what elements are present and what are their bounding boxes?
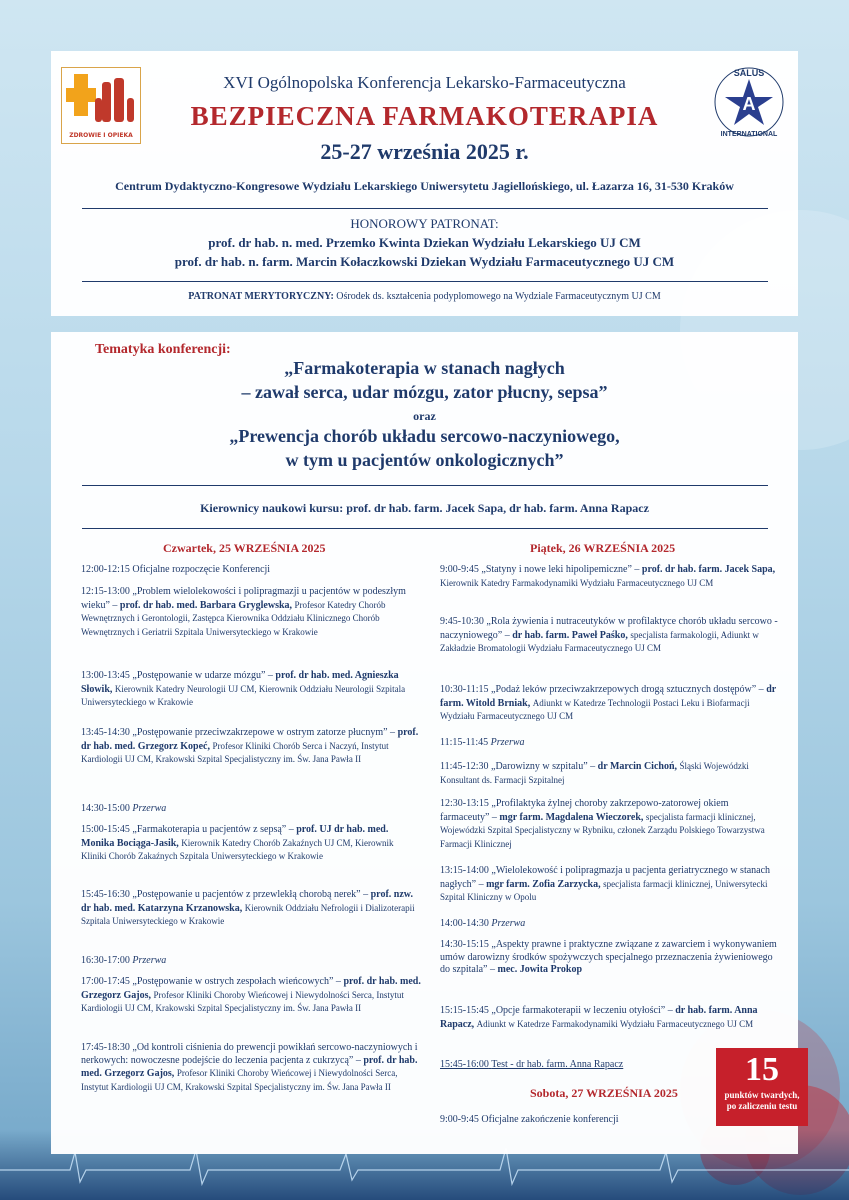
schedule-time: 15:00-15:45 bbox=[81, 824, 130, 835]
schedule-speaker: dr hab. farm. Paweł Paśko, bbox=[512, 629, 628, 641]
schedule-time: 16:30-17:00 bbox=[81, 955, 130, 966]
theme-line-3: „Prewencja chorób układu sercowo-naczyniowego, bbox=[229, 426, 620, 446]
schedule-time: 9:00-9:45 bbox=[440, 1114, 479, 1125]
schedule-affiliation: Profesor Kliniki Choroby Wieńcowej i Niewydolności Serca, Instytut Kardiologii UJ CM, Krakowski Szpital Specjalistyczny im. Św. Jana Pawła II bbox=[81, 1068, 398, 1092]
schedule-time: 12:30-13:15 bbox=[440, 798, 489, 809]
themes-conjunction: oraz bbox=[413, 409, 436, 423]
schedule-time: 15:45-16:00 bbox=[440, 1059, 489, 1070]
schedule-speaker: dr hab. farm. Anna Rapacz, bbox=[440, 1005, 758, 1030]
theme-line-2: – zawał serca, udar mózgu, zator płucny, sepsa” bbox=[241, 382, 608, 402]
schedule-speaker: prof. dr hab. med. Agnieszka Słowik, bbox=[81, 670, 399, 695]
logo-right-top: SALUS bbox=[733, 68, 765, 78]
points-number: 15 bbox=[745, 1051, 779, 1088]
divider bbox=[82, 208, 768, 209]
theme-line-1: „Farmakoterapia w stanach nagłych bbox=[284, 358, 565, 378]
schedule-time: 12:00-12:15 bbox=[81, 564, 130, 575]
schedule-affiliation: Kierownik Katedry Neurologii UJ CM, Kierownik Oddziału Neurologii Szpitala Uniwersyteckiego w Krakowie bbox=[81, 683, 406, 708]
schedule-time: 14:00-14:30 bbox=[440, 918, 489, 929]
schedule-title: Oficjalne rozpoczęcie Konferencji bbox=[132, 564, 271, 575]
schedule-speaker: prof. dr hab. med. Grzegorz Kopeć, bbox=[81, 727, 419, 752]
honorary-patron-1: prof. dr hab. n. med. Przemko Kwinta Dziekan Wydziału Lekarskiego UJ CM bbox=[208, 235, 641, 250]
merit-label: PATRONAT MERYTORYCZNY: bbox=[188, 291, 334, 302]
friday-heading: Piątek, 26 WRZEŚNIA 2025 bbox=[530, 541, 676, 555]
schedule-speaker: prof. dr hab. med. Barbara Gryglewska, bbox=[119, 599, 293, 611]
schedule-time: 17:00-17:45 bbox=[81, 976, 130, 987]
schedule-time: 11:45-12:30 bbox=[440, 761, 489, 772]
schedule-speaker: prof. nzw. dr hab. med. Katarzyna Krzanowska, bbox=[81, 889, 413, 914]
schedule-title: „Postępowanie w udarze mózgu” – bbox=[132, 670, 273, 681]
schedule-speaker: prof. dr hab. med. Grzegorz Gajos, bbox=[81, 976, 421, 1001]
schedule-time: 9:00-9:45 bbox=[440, 564, 479, 575]
conference-venue: Centrum Dydaktyczno-Kongresowe Wydziału Lekarskiego Uniwersytetu Jagiellońskiego, ul. Łazarza 16, 31-530 Kraków bbox=[115, 179, 734, 193]
schedule-title: „Aspekty prawne i praktyczne związane z zawarciem i wykonywaniem umów darowizny środków spożywczych specjalnego przeznaczenia żywieniowego do szpitala” – bbox=[440, 939, 777, 976]
schedule-speaker: dr farm. Witold Brniak, bbox=[440, 684, 777, 709]
schedule-item bbox=[81, 955, 421, 968]
conference-title: BEZPIECZNA FARMAKOTERAPIA bbox=[190, 101, 659, 131]
divider bbox=[82, 528, 768, 529]
schedule-title: „Postępowanie przeciwzakrzepowe w ostrym zatorze płucnym” – bbox=[132, 727, 396, 738]
schedule-affiliation: Kierownik Katedry Farmakodynamiki Wydziału Farmaceutycznego UJ CM bbox=[440, 577, 714, 588]
schedule-item bbox=[440, 865, 780, 905]
schedule-item bbox=[81, 889, 421, 929]
scientific-directors: Kierownicy naukowi kursu: prof. dr hab. farm. Jacek Sapa, dr hab. farm. Anna Rapacz bbox=[200, 501, 649, 515]
schedule-speaker: prof. dr hab. med. Grzegorz Gajos, bbox=[81, 1054, 418, 1080]
schedule-affiliation: Śląski Wojewódzki Konsultant ds. Farmacji Szpitalnej bbox=[440, 761, 749, 785]
schedule-time: 13:15-14:00 bbox=[440, 865, 489, 876]
honorary-patron-2: prof. dr hab. n. farm. Marcin Kołaczkowski Dziekan Wydziału Farmaceutycznego UJ CM bbox=[174, 254, 675, 269]
schedule-time: 14:30-15:15 bbox=[440, 939, 489, 950]
merit-text: Ośrodek ds. kształcenia podyplomowego na Wydziale Farmaceutycznym UJ CM bbox=[336, 291, 661, 302]
svg-text:A: A bbox=[742, 94, 756, 114]
schedule-affiliation: Adiunkt w Katedrze Farmakodynamiki Wydziału Farmaceutycznego UJ CM bbox=[476, 1018, 754, 1029]
schedule-time: 13:00-13:45 bbox=[81, 670, 130, 681]
schedule-title: „Rola żywienia i nutraceutyków w profilaktyce chorób układu sercowo - naczyniowego” – bbox=[440, 616, 778, 641]
schedule-item bbox=[440, 684, 780, 724]
logo-left-caption: ZDROWIE I OPIEKA bbox=[69, 132, 133, 139]
themes-label: Tematyka konferencji: bbox=[95, 342, 231, 357]
schedule-speaker: mgr farm. Zofia Zarzycka, bbox=[486, 878, 601, 890]
schedule-item bbox=[81, 824, 421, 864]
schedule-affiliation: specjalista farmacji klinicznej, Wojewódzki Szpital Specjalistyczny w Rybniku, członek Zarządu Polskiego Towarzystwa Farmacji Klinicznej bbox=[440, 811, 765, 849]
points-badge bbox=[716, 1048, 808, 1126]
schedule-title: „Postępowanie w ostrych zespołach wieńcowych” – bbox=[132, 976, 341, 987]
schedule-title: Przerwa bbox=[491, 918, 526, 929]
schedule-time: 13:45-14:30 bbox=[81, 727, 130, 738]
conference-dates: 25-27 września 2025 r. bbox=[320, 139, 529, 164]
header-panel bbox=[51, 51, 798, 316]
schedule-title: „Problem wielolekowości i polipragmazji u pacjentów w podeszłym wieku” – bbox=[81, 586, 406, 611]
conference-name: XVI Ogólnopolska Konferencja Lekarsko-Farmaceutyczna bbox=[223, 73, 626, 92]
schedule-speaker: prof. dr hab. farm. Jacek Sapa, bbox=[641, 564, 776, 575]
schedule-item bbox=[440, 918, 780, 931]
thursday-heading: Czwartek, 25 WRZEŚNIA 2025 bbox=[163, 541, 326, 555]
schedule-speaker: mec. Jowita Prokop bbox=[497, 964, 583, 976]
schedule-title: Przerwa bbox=[132, 803, 167, 814]
schedule-item bbox=[81, 803, 421, 816]
schedule-affiliation: Profesor Katedry Chorób Wewnętrznych i Gerontologii, Zastępca Kierownika Oddziału Klinicznego Chorób Wewnętrznych i Geriatrii Szpitala Uniwersyteckiego w Krakowie bbox=[81, 599, 386, 637]
points-label-1: punktów twardych, bbox=[724, 1090, 800, 1100]
schedule-speaker: mgr farm. Magdalena Wieczorek, bbox=[499, 811, 644, 823]
schedule-title: „Podaż leków przeciwzakrzepowych drogą sztucznych dostępów” – bbox=[491, 684, 764, 695]
theme-line-4: w tym u pacjentów onkologicznych” bbox=[285, 450, 564, 470]
schedule-speaker: dr Marcin Cichoń, bbox=[597, 761, 678, 772]
schedule-time: 15:45-16:30 bbox=[81, 889, 130, 900]
schedule-time: 12:15-13:00 bbox=[81, 586, 130, 597]
schedule-title: „Farmakoterapia u pacjentów z sepsą” – bbox=[132, 824, 294, 835]
schedule-item bbox=[440, 760, 780, 787]
schedule-time: 17:45-18:30 bbox=[81, 1042, 130, 1053]
honorary-patronage-label: HONOROWY PATRONAT: bbox=[350, 216, 499, 231]
schedule-item bbox=[440, 1005, 780, 1031]
schedule-title: „Od kontroli ciśnienia do prewencji powikłań sercowo-naczyniowych i nerkowych: nowoczesne podejście do leczenia pacjenta z cukrzycą” – bbox=[81, 1042, 418, 1066]
merit-patronage bbox=[51, 291, 798, 302]
schedule-affiliation: Adiunkt w Katedrze Technologii Postaci Leku i Biofarmacji Wydziału Farmaceutycznego UJ CM bbox=[440, 697, 750, 722]
schedule-speaker: prof. UJ dr hab. med. Monika Bociąga-Jasik, bbox=[81, 824, 389, 849]
schedule-title: Test - dr hab. farm. Anna Rapacz bbox=[491, 1059, 624, 1070]
schedule-item bbox=[440, 564, 780, 590]
program-panel bbox=[51, 332, 798, 1154]
schedule-item bbox=[81, 727, 421, 767]
divider bbox=[82, 281, 768, 282]
schedule-item bbox=[81, 670, 421, 710]
schedule-title: Przerwa bbox=[132, 955, 167, 966]
points-label-2: po zaliczeniu testu bbox=[726, 1101, 798, 1111]
schedule-title: Oficjalne zakończenie konferencji bbox=[481, 1114, 619, 1125]
schedule-time: 14:30-15:00 bbox=[81, 803, 130, 814]
schedule-time: 15:15-15:45 bbox=[440, 1005, 489, 1016]
schedule-item bbox=[440, 616, 780, 656]
schedule-affiliation: Profesor Kliniki Choroby Wieńcowej i Niewydolności Serca, Instytut Kardiologii UJ CM, Krakowski Szpital Specjalistyczny im. Św. Jana Pawła II bbox=[81, 989, 404, 1014]
schedule-title: Przerwa bbox=[490, 737, 525, 748]
schedule-title: „Postępowanie u pacjentów z przewlekłą chorobą nerek” – bbox=[132, 889, 369, 900]
schedule-item bbox=[440, 939, 780, 977]
divider bbox=[82, 485, 768, 486]
saturday-heading: Sobota, 27 WRZEŚNIA 2025 bbox=[530, 1086, 678, 1100]
logo-right-bottom: INTERNATIONAL bbox=[720, 131, 778, 138]
schedule-time: 11:15-11:45 bbox=[440, 737, 489, 748]
schedule-time: 9:45-10:30 bbox=[440, 616, 484, 627]
schedule-time: 10:30-11:15 bbox=[440, 684, 489, 695]
schedule-item bbox=[81, 976, 421, 1016]
schedule-item bbox=[81, 586, 421, 639]
schedule-item bbox=[440, 737, 780, 750]
schedule-title: „Statyny i nowe leki hipolipemiczne” – bbox=[481, 564, 640, 575]
schedule-affiliation: Kierownik Oddziału Nefrologii i Dializoterapii Szpitala Uniwersyteckiego w Krakowie bbox=[81, 902, 415, 927]
schedule-title: „Opcje farmakoterapii w leczeniu otyłości” – bbox=[491, 1005, 673, 1016]
schedule-affiliation: specjalista farmacji klinicznej, Uniwersytecki Szpital Kliniczny w Opolu bbox=[440, 878, 768, 903]
schedule-item bbox=[81, 1042, 421, 1094]
schedule-title: „Darowizny w szpitalu” – bbox=[491, 761, 596, 772]
schedule-affiliation: Profesor Kliniki Chorób Serca i Naczyń, Instytut Kardiologii UJ CM, Krakowski Szpital Specjalistyczny im. Św. Jana Pawła II bbox=[81, 740, 389, 765]
schedule-item bbox=[440, 798, 780, 851]
schedule-title: „Wielolekowość i polipragmazja u pacjenta geriatrycznego w stanach nagłych” – bbox=[440, 865, 771, 890]
schedule-affiliation: Kierownik Katedry Chorób Zakaźnych UJ CM, Kierownik Kliniki Chorób Zakaźnych Szpitala Uniwersyteckiego w Krakowie bbox=[81, 837, 394, 862]
schedule-title: „Profilaktyka żylnej choroby zakrzepowo-zatorowej okiem farmaceuty” – bbox=[440, 798, 729, 823]
schedule-affiliation: specjalista farmakologii, Adiunkt w Zakładzie Bromatologii Wydziału Farmaceutycznego UJ CM bbox=[440, 629, 759, 654]
schedule-item bbox=[81, 564, 421, 577]
